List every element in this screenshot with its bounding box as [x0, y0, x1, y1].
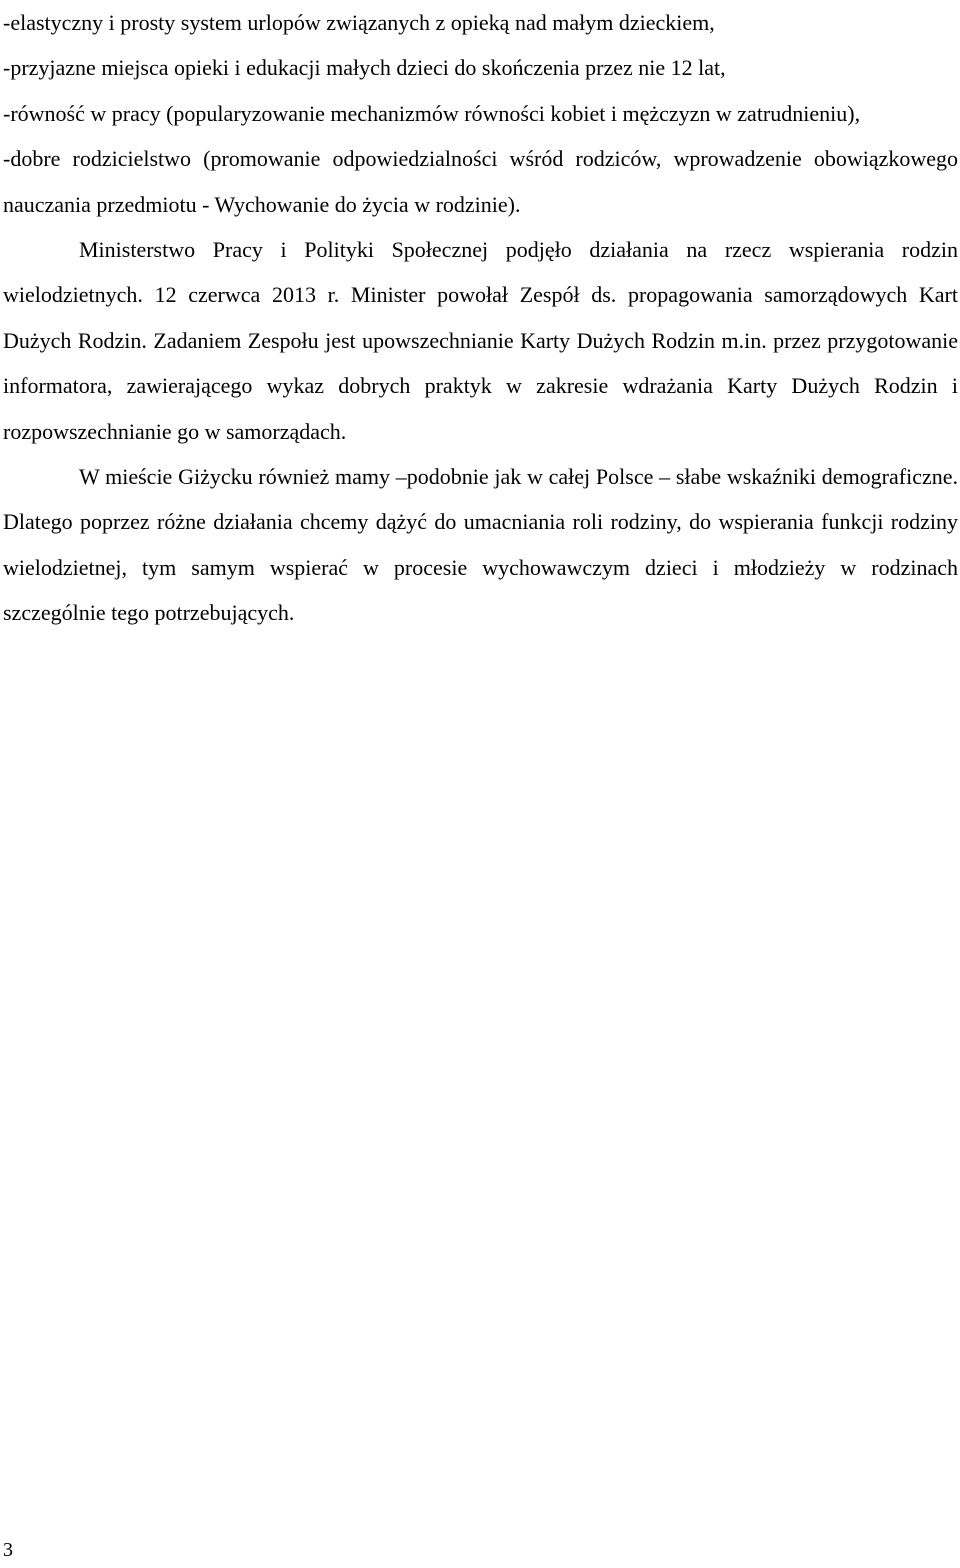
body-text	[3, 0, 958, 636]
list-item: -dobre rodzicielstwo (promowanie odpowiedzialności wśród rodziców, wprowadzenie obowiązkowego nauczania przedmiotu - Wychowanie do życia w rodzinie).	[3, 146, 958, 217]
list-item: -elastyczny i prosty system urlopów związanych z opieką nad małym dzieckiem,	[3, 10, 715, 35]
list-item: -równość w pracy (popularyzowanie mechanizmów równości kobiet i mężczyzn w zatrudnieniu),	[3, 100, 861, 126]
list-item: -przyjazne miejsca opieki i edukacji małych dzieci do skończenia przez nie 12 lat,	[3, 55, 726, 81]
paragraph: W mieście Giżycku również mamy –podobnie jak w całej Polsce – słabe wskaźniki demograficzne. Dlatego poprzez różne działania chcemy dążyć do umacniania roli rodziny, do wspierania funkcji rodziny wielodzietnej, tym samym wspierać w procesie wychowawczym dzieci i młodzieży w rodzinach szczególnie tego potrzebujących.	[3, 464, 958, 626]
paragraph: Ministerstwo Pracy i Polityki Społecznej podjęło działania na rzecz wspierania rodzin wielodzietnych. 12 czerwca 2013 r. Minister powołał Zespół ds. propagowania samorządowych Kart Dużych Rodzin. Zadaniem Zespołu jest upowszechnianie Karty Dużych Rodzin m.in. przez przygotowanie informatora, zawierającego wykaz dobrych praktyk w zakresie wdrażania Karty Dużych Rodzin i rozpowszechnianie go w samorządach.	[3, 237, 958, 444]
page-number: 3	[3, 1539, 13, 1561]
